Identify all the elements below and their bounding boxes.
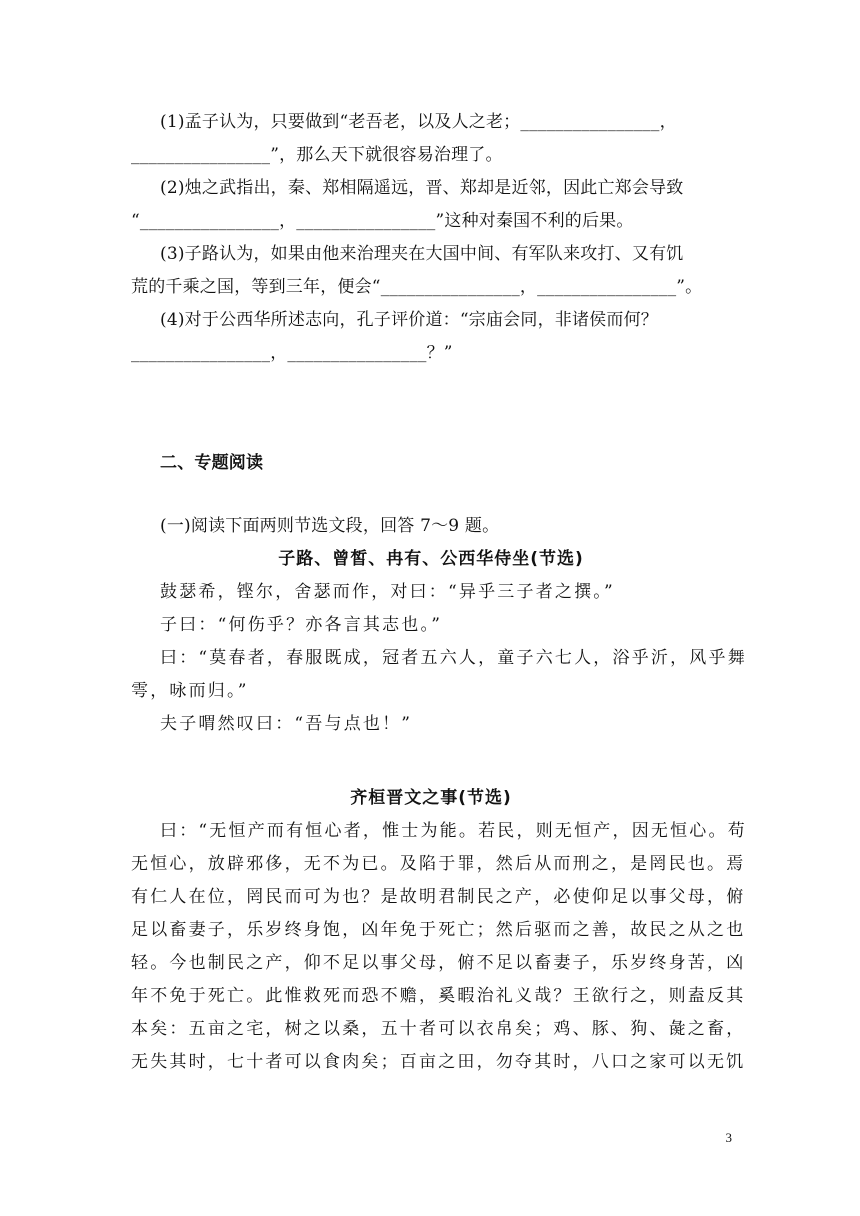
passage-1-line: 曰：“莫春者，春服既成，冠者五六人，童子六七人，浴乎沂，风乎舞 [160, 648, 747, 668]
question-2-line-1: (2)烛之武指出，秦、郑相隔遥远，晋、郑却是近邻，因此亡郑会导致 [160, 178, 684, 198]
question-3-line-2: 荒的千乘之国，等到三年，便会“________________，________________”。 [131, 277, 703, 297]
question-2-line-2: “________________，________________”这种对秦国不利的后果。 [131, 211, 634, 231]
passage-2-line: 曰：“无恒产而有恒心者，惟士为能。若民，则无恒产，因无恒心。苟 [160, 821, 747, 841]
passage-2-line: 足以畜妻子，乐岁终身饱，凶年免于死亡；然后驱而之善，故民之从之也 [131, 920, 746, 940]
question-1-line-2: ________________”，那么天下就很容易治理了。 [131, 145, 503, 165]
passage-1-line: 鼓瑟希，铿尔，舍瑟而作，对曰：“异乎三子者之撰。” [160, 582, 615, 602]
page-number: 3 [725, 1130, 732, 1145]
question-1-line-1: (1)孟子认为，只要做到“老吾老，以及人之老；________________， [160, 112, 677, 132]
question-4-line-2: ________________，________________？” [131, 343, 453, 363]
reading-instruction: (一)阅读下面两则节选文段，回答 7～9 题。 [160, 516, 500, 536]
passage-2-line: 轻。今也制民之产，仰不足以事父母，俯不足以畜妻子，乐岁终身苦，凶 [131, 953, 746, 973]
passage-1-line: 夫子喟然叹曰：“吾与点也！” [160, 714, 413, 734]
section-heading: 二、专题阅读 [160, 453, 264, 473]
passage-2-line: 无恒心，放辟邪侈，无不为已。及陷于罪，然后从而刑之，是罔民也。焉 [131, 854, 746, 874]
question-3-line-1: (3)子路认为，如果由他来治理夹在大国中间、有军队来攻打、又有饥 [160, 244, 684, 264]
passage-2-title: 齐桓晋文之事(节选) [350, 788, 512, 808]
passage-2-line: 无失其时，七十者可以食肉矣；百亩之田，勿夺其时，八口之家可以无饥 [131, 1052, 746, 1072]
passage-1-title: 子路、曾皙、冉有、公西华侍坐(节选) [278, 549, 584, 569]
passage-1-line: 雩，咏而归。” [131, 681, 249, 701]
passage-2-line: 年不免于死亡。此惟救死而恐不赡，奚暇治礼义哉？王欲行之，则盍反其 [131, 986, 746, 1006]
question-4-line-1: (4)对于公西华所述志向，孔子评价道：“宗庙会同，非诸侯而何？ [160, 310, 658, 330]
passage-2-line: 本矣：五亩之宅，树之以桑，五十者可以衣帛矣；鸡、豚、狗、彘之畜， [131, 1019, 746, 1039]
passage-1-line: 子曰：“何伤乎？亦各言其志也。” [160, 615, 443, 635]
passage-2-line: 有仁人在位，罔民而可为也？是故明君制民之产，必使仰足以事父母，俯 [131, 887, 746, 907]
